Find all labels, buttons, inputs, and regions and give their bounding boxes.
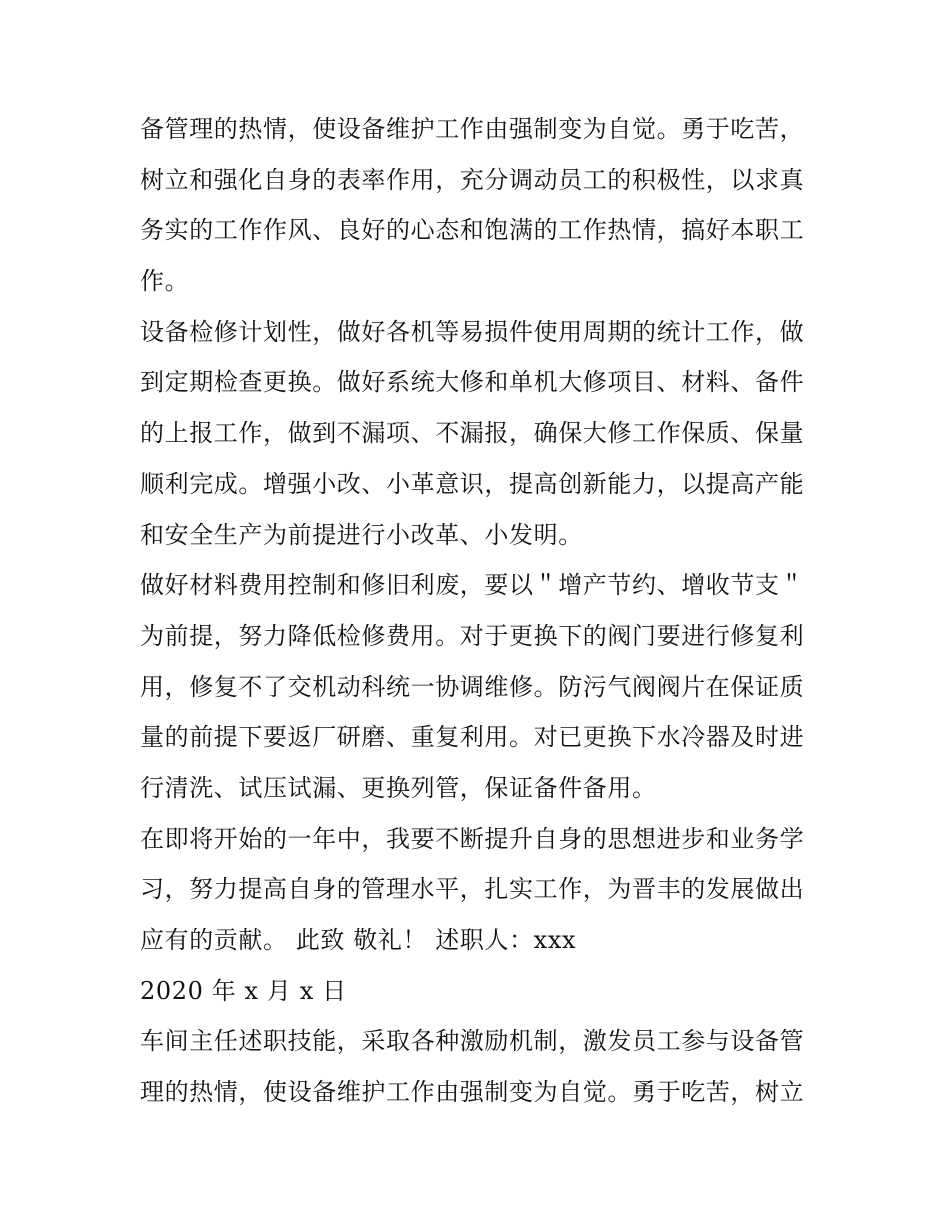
text-line-8: 顺利完成。增强小改、小革意识，提高创新能力，以提高产能 [140, 469, 805, 498]
document-body [140, 104, 820, 1118]
text-line-3: 务实的工作作风、良好的心态和饱满的工作热情，搞好本职工 [140, 216, 805, 245]
text-line-7: 的上报工作，做到不漏项、不漏报，确保大修工作保质、保量 [140, 419, 805, 448]
date-line: 2020 年 x 月 x 日 [140, 976, 347, 1005]
text-line-12: 用，修复不了交机动科统一协调维修。防污气阀阀片在保证质 [140, 672, 805, 701]
text-line-1: 备管理的热情，使设备维护工作由强制变为自觉。勇于吃苦， [140, 115, 805, 143]
text-line-11: 为前提，努力降低检修费用。对于更换下的阀门要进行修复利 [140, 621, 805, 650]
text-line-20: 理的热情，使设备维护工作由强制变为自觉。勇于吃苦，树立 [140, 1078, 805, 1107]
text-line-6: 到定期检查更换。做好系统大修和单机大修项目、材料、备件 [140, 368, 805, 397]
text-line-19: 车间主任述职技能，采取各种激励机制，激发员工参与设备管 [140, 1027, 805, 1056]
text-line-15: 在即将开始的一年中，我要不断提升自身的思想进步和业务学 [140, 824, 805, 853]
text-line-10: 做好材料费用控制和修旧利废，要以＂增产节约、增收节支＂ [140, 571, 805, 600]
text-line-14: 行清洗、试压试漏、更换列管，保证备件备用。 [140, 773, 657, 802]
text-line-5: 设备检修计划性，做好各机等易损件使用周期的统计工作，做 [140, 317, 805, 346]
text-line-2: 树立和强化自身的表率作用，充分调动员工的积极性，以求真 [140, 165, 805, 194]
text-line-4: 作。 [140, 267, 190, 296]
text-line-16: 习，努力提高自身的管理水平，扎实工作，为晋丰的发展做出 [140, 875, 805, 904]
text-line-13: 量的前提下要返厂研磨、重复利用。对已更换下水冷器及时进 [140, 723, 805, 752]
signature-line: 应有的贡献。 此致 敬礼！ 述职人：xxx [140, 926, 577, 954]
text-line-9: 和安全生产为前提进行小改革、小发明。 [140, 520, 583, 549]
